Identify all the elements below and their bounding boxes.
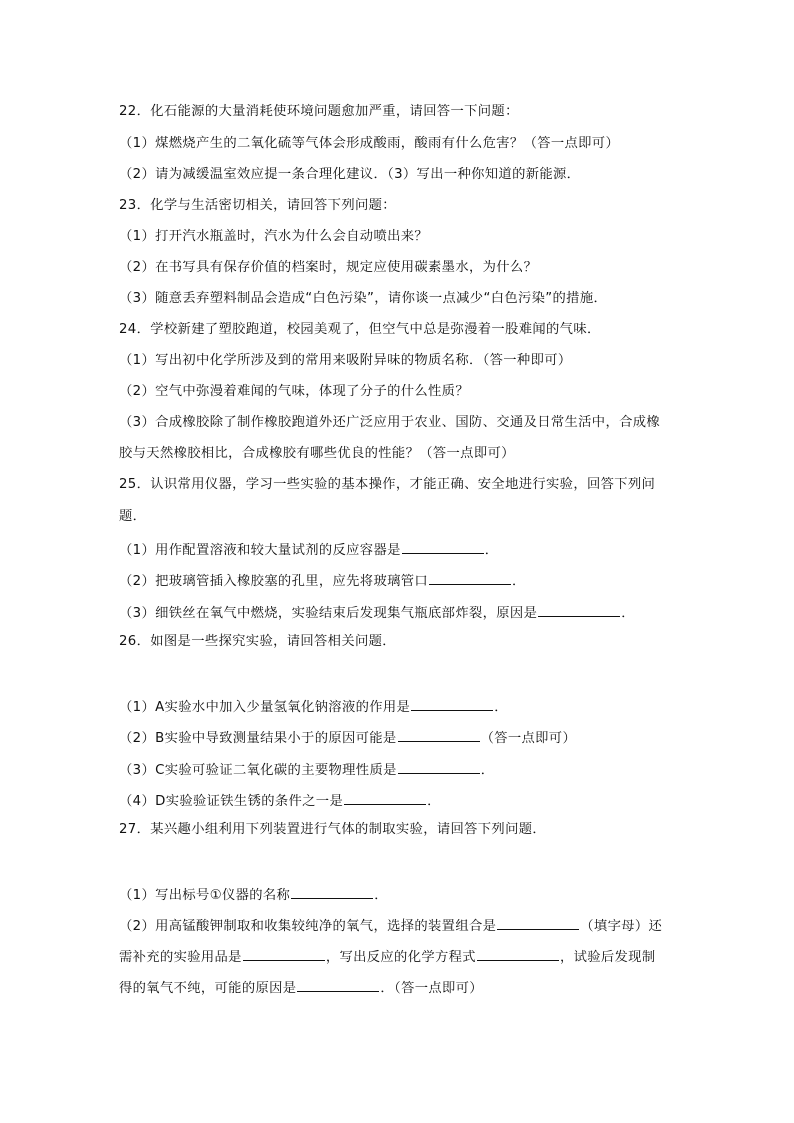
q25-part2-text: （2）把玻璃管插入橡胶塞的孔里，应先将玻璃管口 [119, 574, 429, 589]
q26-part2-tail: （答一点即可） [480, 731, 577, 746]
q26-part2 [119, 728, 679, 747]
q27-part2-line2-mid: ，写出反应的化学方程式 [325, 950, 476, 965]
answer-blank[interactable] [497, 916, 579, 930]
q27-part2-line2 [119, 947, 679, 966]
q27-stem: 27．某兴趣小组利用下列装置进行气体的制取实验，请回答下列问题． [119, 822, 547, 837]
q27-part1 [119, 885, 679, 904]
q23-part1: （1）打开汽水瓶盖时，汽水为什么会自动喷出来？ [119, 229, 429, 244]
q26-part4-text: （4）D实验验证铁生锈的条件之一是 [119, 794, 344, 809]
q23-part2: （2）在书写具有保存价值的档案时，规定应使用碳素墨水，为什么？ [119, 260, 538, 275]
q26-part1-text: （1）A实验水中加入少量氢氧化钠溶液的作用是 [119, 700, 411, 715]
answer-blank[interactable] [291, 885, 373, 899]
q22-part2: （2）请为减缓温室效应提一条合理化建议．（3）写出一种你知道的新能源． [119, 167, 581, 182]
answer-blank[interactable] [411, 697, 493, 711]
q24-part1: （1）写出初中化学所涉及到的常用来吸附异味的物质名称．（答一种即可） [119, 353, 572, 368]
period: ． [621, 606, 635, 621]
period: ． [494, 700, 508, 715]
answer-blank[interactable] [398, 760, 480, 774]
q25-part3-text: （3）细铁丝在氧气中燃烧，实验结束后发现集气瓶底部炸裂，原因是 [119, 606, 538, 621]
answer-blank[interactable] [297, 978, 379, 992]
q26-part2-text: （2）B实验中导致测量结果小于的原因可能是 [119, 731, 397, 746]
q27-part2-line2-tail: ，试验后发现制 [559, 950, 656, 965]
q24-part3-line2: 胶与天然橡胶相比，合成橡胶有哪些优良的性能？（答一点即可） [119, 446, 515, 461]
period: ． [484, 543, 499, 558]
q23-part3: （3）随意丢弃塑料制品会造成“白色污染”，请你谈一点减少“白色污染”的措施． [119, 291, 608, 306]
answer-blank[interactable] [243, 947, 325, 961]
q27-part2-tail: （填字母）还 [580, 919, 663, 934]
q25-part1-text: （1）用作配置溶液和较大量试剂的反应容器是 [119, 543, 401, 558]
q27-part2-line3-tail: ．（答一点即可） [380, 981, 483, 996]
q25-stem-line1: 25．认识常用仪器，学习一些实验的基本操作，才能正确、安全地进行实验，回答下列问 [119, 477, 656, 492]
q25-stem-line2: 题． [119, 509, 147, 524]
q27-part1-text: （1）写出标号①仪器的名称 [119, 888, 291, 903]
q27-part2-line3-text: 得的氧气不纯，可能的原因是 [119, 981, 297, 996]
q24-part3-line1: （3）合成橡胶除了制作橡胶跑道外还广泛应用于农业、国防、交通及日常生活中，合成橡 [119, 415, 661, 430]
q27-part2-line1 [119, 916, 679, 935]
q22-part1: （1）煤燃烧产生的二氧化硫等气体会形成酸雨，酸雨有什么危害？（答一点即可） [119, 136, 620, 151]
q24-stem: 24．学校新建了塑胶跑道，校园美观了，但空气中总是弥漫着一股难闻的气味． [119, 322, 601, 337]
q26-part1 [119, 697, 679, 716]
q25-part2 [119, 571, 679, 590]
period: ． [427, 794, 441, 809]
q27-part2-line3 [119, 978, 679, 997]
period: ． [374, 888, 388, 903]
answer-blank[interactable] [398, 728, 480, 742]
q24-part2: （2）空气中弥漫着难闻的气味，体现了分子的什么性质？ [119, 384, 469, 399]
q27-part2-line2-text: 需补充的实验用品是 [119, 950, 242, 965]
answer-blank[interactable] [477, 947, 559, 961]
period: ． [480, 763, 495, 778]
q22-stem: 22．化石能源的大量消耗使环境问题愈加严重，请回答一下问题： [119, 104, 519, 119]
q26-stem: 26．如图是一些探究实验，请回答相关问题． [119, 634, 396, 649]
answer-blank[interactable] [402, 540, 484, 554]
answer-blank[interactable] [344, 791, 426, 805]
answer-blank[interactable] [538, 603, 620, 617]
q26-part4 [119, 791, 679, 810]
period: ． [512, 574, 526, 589]
answer-blank[interactable] [429, 571, 511, 585]
q25-part3 [119, 603, 679, 622]
q26-part3 [119, 760, 679, 779]
q23-stem: 23．化学与生活密切相关，请回答下列问题： [119, 198, 396, 213]
q27-part2-text: （2）用高锰酸钾制取和收集较纯净的氧气，选择的装置组合是 [119, 919, 497, 934]
q26-part3-text: （3）C实验可验证二氧化碳的主要物理性质是 [119, 763, 397, 778]
q25-part1 [119, 540, 679, 559]
